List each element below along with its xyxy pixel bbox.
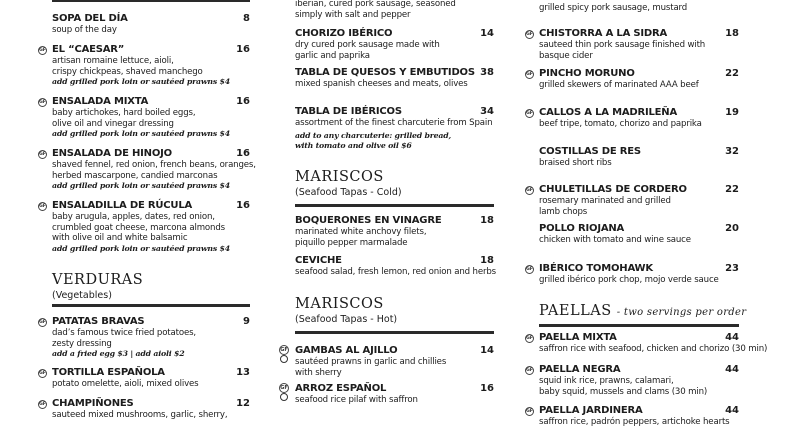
- item-desc: beef tripe, tomato, chorizo and paprika: [539, 119, 702, 129]
- menu-item: [39, 367, 250, 390]
- gluten-free-icon: GF: [39, 204, 46, 209]
- item-desc: chicken with tomato and wine sauce: [539, 235, 691, 245]
- item-desc: crispy chickpeas, shaved manchego: [52, 66, 203, 77]
- item-desc: baby artichokes, hard boiled eggs,: [52, 108, 196, 118]
- gluten-free-icon: GF: [39, 152, 46, 157]
- item-name: CALLOS A LA MADRILEÑA: [539, 107, 677, 118]
- menu-item: [526, 405, 739, 428]
- item-name: BOQUERONES EN VINAGRE: [295, 215, 442, 226]
- item-price: 19: [725, 107, 739, 118]
- menu-item: [295, 215, 494, 248]
- item-name: CEVICHE: [295, 255, 342, 266]
- gluten-free-icon: GF: [280, 385, 288, 391]
- item-price: 18: [480, 215, 494, 226]
- menu-item: [39, 44, 250, 88]
- item-price: 18: [725, 28, 739, 39]
- item-name: PINCHO MORUNO: [539, 68, 635, 79]
- item-desc: artisan romaine lettuce, aioli,: [52, 56, 174, 66]
- menu-item: [526, 364, 739, 397]
- section-rule: [539, 324, 739, 327]
- item-price: 14: [480, 28, 494, 39]
- item-desc: mixed spanish cheeses and meats, olives: [295, 79, 468, 89]
- item-desc: baby squid, mussels and clams (30 min): [539, 386, 708, 397]
- item-desc: assortment of the finest charcuterie from Spain: [295, 118, 493, 128]
- item-desc: crumbled goat cheese, marcona almonds: [52, 222, 225, 233]
- item-price: 14: [480, 345, 494, 356]
- menu-item: [526, 28, 739, 61]
- gluten-free-icon: GF: [39, 100, 46, 105]
- dairy-free-icon: [280, 355, 288, 363]
- gluten-free-icon: GF: [526, 111, 533, 116]
- item-desc: seafood rice pilaf with saffron: [295, 395, 418, 405]
- menu-item-continued: [539, 3, 739, 14]
- item-name: ARROZ ESPAÑOL: [295, 383, 387, 394]
- section-rule: [295, 204, 494, 207]
- item-name: SOPA DEL DÍA: [52, 13, 128, 24]
- item-name: COSTILLAS DE RES: [539, 146, 641, 157]
- item-desc: potato omelette, aioli, mixed olives: [52, 379, 199, 389]
- menu-item: [295, 28, 494, 61]
- item-desc: zesty dressing: [52, 338, 112, 349]
- item-price: 23: [725, 263, 739, 274]
- gluten-free-icon: GF: [526, 336, 533, 341]
- section-subtitle: (Seafood Tapas - Cold): [295, 187, 402, 198]
- menu-item: [39, 316, 250, 360]
- menu-item: [280, 383, 494, 406]
- item-price: 16: [236, 148, 250, 159]
- item-name: TABLA DE IBÉRICOS: [295, 106, 402, 117]
- item-desc: rosemary marinated and grilled: [539, 196, 671, 206]
- section-title: MARISCOS: [295, 296, 384, 312]
- section-rule: [52, 0, 250, 2]
- section-header-paellas: [539, 303, 747, 321]
- item-desc: braised short ribs: [539, 158, 612, 168]
- gluten-free-icon: GF: [526, 188, 533, 193]
- item-name: ENSALADA MIXTA: [52, 96, 149, 107]
- item-name: TORTILLA ESPAÑOLA: [52, 367, 165, 378]
- item-desc: herbed mascarpone, candied marconas: [52, 170, 218, 181]
- item-name: GAMBAS AL AJILLO: [295, 345, 398, 356]
- item-desc: seafood salad, fresh lemon, red onion and herbs: [295, 267, 496, 277]
- item-addon: add grilled pork loin or sautéed prawns $4: [52, 243, 230, 253]
- item-price: 44: [725, 364, 739, 375]
- item-price: 18: [480, 255, 494, 266]
- item-name: PAELLA NEGRA: [539, 364, 621, 375]
- item-price: 44: [725, 332, 739, 343]
- item-desc: grilled spicy pork sausage, mustard: [539, 3, 688, 13]
- item-desc: dad’s famous twice fried potatoes,: [52, 328, 197, 338]
- item-price: 44: [725, 405, 739, 416]
- menu-item: [295, 255, 494, 278]
- item-addon: add grilled pork loin or sautéed prawns $4: [52, 129, 230, 138]
- item-name: CHORIZO IBÉRICO: [295, 28, 393, 39]
- gluten-free-icon: GF: [526, 72, 533, 77]
- gluten-free-icon: GF: [526, 368, 533, 373]
- section-title: VERDURAS: [52, 272, 144, 288]
- item-name: CHISTORRA A LA SIDRA: [539, 28, 668, 39]
- item-price: 12: [236, 398, 250, 409]
- item-price: 16: [480, 383, 494, 394]
- item-desc: sauteed thin pork sausage finished with: [539, 40, 706, 50]
- item-price: 34: [480, 106, 494, 117]
- menu-item: [539, 146, 739, 169]
- item-price: 9: [243, 316, 250, 327]
- item-desc: marinated white anchovy filets,: [295, 227, 427, 237]
- menu-item: [39, 96, 250, 140]
- gluten-free-icon: GF: [39, 402, 46, 407]
- gluten-free-icon: GF: [39, 320, 46, 325]
- gluten-free-icon: GF: [280, 347, 288, 353]
- item-price: 16: [236, 44, 250, 55]
- item-desc: dry cured pork sausage made with: [295, 40, 440, 50]
- gluten-free-icon: GF: [526, 409, 533, 414]
- section-title: MARISCOS: [295, 169, 384, 185]
- item-desc: grilled ibérico pork chop, mojo verde sauce: [539, 275, 719, 285]
- item-name: ENSALADA DE HINOJO: [52, 148, 172, 159]
- item-name: CHULETILLAS DE CORDERO: [539, 184, 687, 195]
- gluten-free-icon: GF: [39, 371, 46, 376]
- item-desc: with sherry: [295, 367, 342, 378]
- dairy-free-icon: [280, 393, 288, 401]
- item-price: 22: [725, 68, 739, 79]
- item-addon: add grilled pork loin or sautéed prawns $4: [52, 181, 230, 190]
- menu-item: [526, 68, 739, 91]
- item-desc: garlic and paprika: [295, 50, 370, 61]
- item-name: PAELLA JARDINERA: [539, 405, 643, 416]
- item-desc: baby arugula, apples, dates, red onion,: [52, 212, 215, 222]
- menu-item: [526, 263, 739, 286]
- item-desc: lamb chops: [539, 206, 588, 217]
- item-name: CHAMPIÑONES: [52, 398, 134, 409]
- section-header-mariscos-hot: [295, 296, 494, 326]
- item-desc: saffron rice, padrón peppers, artichoke hearts: [539, 417, 730, 427]
- item-price: 20: [725, 223, 739, 234]
- item-addon: add grilled pork loin or sautéed prawns $4: [52, 77, 230, 86]
- item-addon: with tomato and olive oil $6: [295, 141, 412, 150]
- item-price: 13: [236, 367, 250, 378]
- section-subtitle: - two servings per order: [616, 307, 747, 318]
- item-price: 8: [243, 13, 250, 24]
- gluten-free-icon: GF: [39, 48, 46, 53]
- section-subtitle: (Vegetables): [52, 290, 112, 301]
- item-desc: iberian, cured pork sausage, seasoned: [295, 0, 456, 9]
- item-addon: add a fried egg $3 | add aioli $2: [52, 349, 185, 358]
- item-price: 22: [725, 184, 739, 195]
- menu-item-continued: [295, 0, 494, 20]
- menu-item: [295, 67, 494, 90]
- item-desc: piquillo pepper marmalade: [295, 237, 408, 248]
- item-desc: squid ink rice, prawns, calamari,: [539, 376, 674, 386]
- section-rule: [52, 304, 250, 307]
- item-desc: grilled skewers of marinated AAA beef: [539, 80, 699, 90]
- item-desc: sautéed prawns in garlic and chillies: [295, 357, 447, 367]
- item-price: 38: [480, 67, 494, 78]
- menu-item: [526, 184, 739, 217]
- menu-item: [295, 106, 494, 152]
- item-desc: simply with salt and pepper: [295, 9, 411, 20]
- menu-item: [280, 345, 494, 378]
- menu-item: [526, 332, 768, 355]
- section-title: [539, 303, 747, 321]
- item-desc: sauteed mixed mushrooms, garlic, sherry,: [52, 410, 228, 420]
- gluten-free-icon: GF: [526, 267, 533, 272]
- item-name: POLLO RIOJANA: [539, 223, 625, 234]
- item-price: 16: [236, 96, 250, 107]
- section-header-mariscos-cold: [295, 169, 494, 199]
- section-title-text: PAELLAS: [539, 303, 612, 319]
- item-price: 32: [725, 146, 739, 157]
- item-addon: add to any charcuterie: grilled bread,: [295, 130, 452, 140]
- item-name: EL “CAESAR”: [52, 44, 125, 55]
- item-desc: olive oil and vinegar dressing: [52, 118, 174, 129]
- menu-item: [39, 200, 250, 254]
- gluten-free-icon: GF: [526, 32, 533, 37]
- item-desc: shaved fennel, red onion, french beans, oranges,: [52, 160, 256, 170]
- item-name: ENSALADILLA DE RÚCULA: [52, 200, 193, 211]
- section-rule: [295, 331, 494, 334]
- menu-item: [539, 223, 739, 246]
- item-desc: soup of the day: [52, 25, 117, 35]
- menu-item: [39, 398, 250, 421]
- item-desc: with olive oil and white balsamic: [52, 233, 188, 243]
- item-name: PATATAS BRAVAS: [52, 316, 145, 327]
- item-desc: saffron rice with seafood, chicken and chorizo (30 min): [539, 344, 768, 354]
- item-name: PAELLA MIXTA: [539, 332, 617, 343]
- item-desc: basque cider: [539, 50, 593, 61]
- item-name: IBÉRICO TOMOHAWK: [539, 263, 653, 274]
- item-name: TABLA DE QUESOS Y EMBUTIDOS: [295, 67, 475, 78]
- menu-item: [526, 107, 739, 130]
- section-subtitle: (Seafood Tapas - Hot): [295, 314, 398, 325]
- section-header-verduras: [52, 272, 250, 302]
- item-price: 16: [236, 200, 250, 211]
- menu-item: [52, 13, 250, 36]
- menu-item: [39, 148, 256, 192]
